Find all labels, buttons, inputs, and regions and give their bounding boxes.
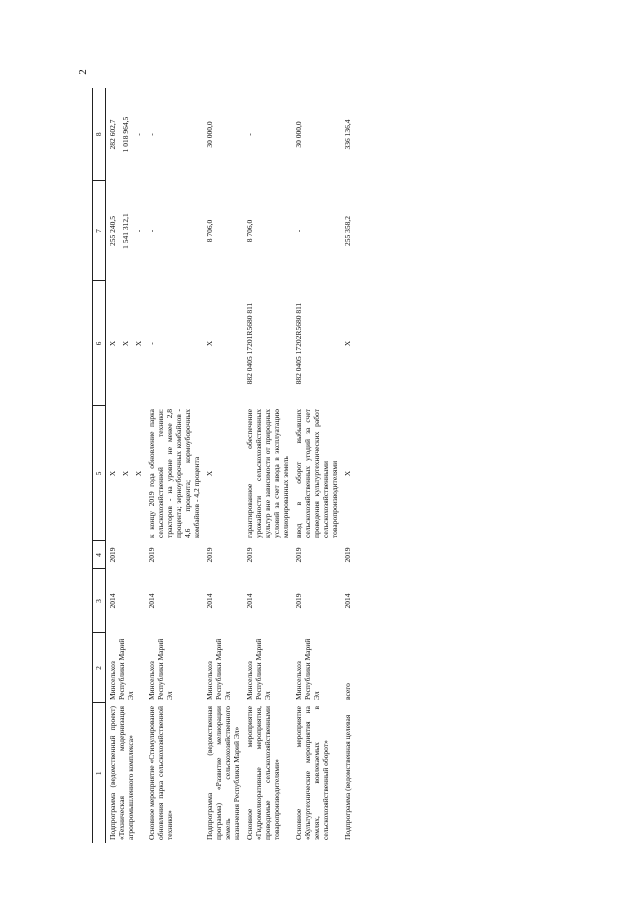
table-row <box>341 88 354 843</box>
header-row <box>93 88 106 843</box>
cell-result: ввод в оборот выбывших сельскохозяйственных угодий за счет проведения культуртехнических работ сельскохозяйственными товаропроизводителями <box>294 409 339 538</box>
cell-code: 882 0405 17202R5680 811 <box>294 302 303 385</box>
cell-result: X <box>121 470 130 477</box>
cell-executor: Минсельхоз Республики Марий Эл <box>108 638 135 700</box>
cell-code: X <box>205 340 214 347</box>
cell-value-7: 255 240,5 <box>108 216 117 246</box>
col-header-6: 6 <box>93 281 106 406</box>
cell-end-year: 2019 <box>294 547 303 563</box>
cell-end-year: 2019 <box>147 547 156 563</box>
cell-executor: Минсельхоз Республики Марий Эл <box>205 638 232 700</box>
cell-value-8: - <box>147 133 156 136</box>
col-header-5: 5 <box>93 406 106 541</box>
cell-value-8: 282 602,7 <box>108 119 117 150</box>
cell-start-year: 2014 <box>245 593 254 609</box>
cell-executor: всего <box>343 683 352 700</box>
cell-result: гарантированное обеспечение урожайности сельскохозяйственных культур вне зависимости от природных условий за счет ввода в эксплуатацию мелиорированных земель <box>245 409 290 538</box>
cell-executor: Минсельхоз Республики Марий Эл <box>245 638 272 700</box>
cell-value-7: 8 706,0 <box>245 219 254 243</box>
cell-value-8: 30 000,0 <box>205 121 214 148</box>
cell-value-8: - <box>245 133 254 136</box>
cell-end-year: 2019 <box>108 547 117 563</box>
cell-result: X <box>205 470 214 477</box>
cell-program-name: Основное мероприятие «Культуртехнические мероприятия на землях, вовлекаемых в сельскохозяйственный оборот» <box>294 706 330 840</box>
cell-value-7: 8 706,0 <box>205 219 214 243</box>
cell-start-year: 2019 <box>294 593 303 609</box>
col-header-1: 1 <box>93 703 106 843</box>
cell-end-year: 2019 <box>245 547 254 563</box>
cell-result: X <box>343 470 352 477</box>
cell-value-8: 1 018 964,5 <box>121 116 130 153</box>
cell-value-7: - <box>147 229 156 233</box>
table-row <box>292 88 341 843</box>
cell-program-name: Подпрограмма (ведомственная программа) «Развитие мелиорации земель сельскохозяйственного назначения Республики Марий Эл» <box>205 706 241 840</box>
cell-executor: Минсельхоз Республики Марий Эл <box>294 638 321 700</box>
cell-start-year: 2014 <box>343 593 352 609</box>
cell-code: X <box>108 340 117 347</box>
cell-value-7: - <box>134 229 143 233</box>
cell-value-8: 336 136,4 <box>343 119 352 150</box>
col-header-3: 3 <box>93 569 106 633</box>
cell-program-name: Подпрограмма (ведомственная целевая <box>343 714 352 840</box>
col-header-4: 4 <box>93 541 106 569</box>
col-header-2: 2 <box>93 633 106 703</box>
cell-program-name: Основное мероприятие «Гидромелиоративные мероприятия, проводимые сельскохозяйственными товаропроизводителями» <box>245 706 281 840</box>
cell-executor: Минсельхоз Республики Марий Эл <box>147 638 174 700</box>
cell-value-8: - <box>134 133 143 136</box>
cell-program-name: Подпрограмма (ведомственный проект) «Техническая модернизация агропромышленного комплекса» <box>108 706 135 840</box>
cell-code: 882 0405 17201R5680 811 <box>245 302 254 385</box>
cell-value-8: 30 000,0 <box>294 121 303 148</box>
cell-start-year: 2014 <box>205 593 214 609</box>
table-row <box>145 88 203 843</box>
cell-result: X <box>108 470 117 477</box>
cell-code: X <box>134 340 143 347</box>
col-header-7: 7 <box>93 181 106 281</box>
cell-program-name: Основное мероприятие «Стимулирование обновления парка сельскохозяйственной техники» <box>147 706 174 840</box>
table-row <box>243 88 292 843</box>
table-row <box>106 88 120 843</box>
cell-code: - <box>147 342 156 345</box>
program-table <box>92 88 354 843</box>
col-header-8: 8 <box>93 88 106 181</box>
cell-end-year: 2019 <box>343 547 352 563</box>
cell-result: X <box>134 470 143 477</box>
cell-end-year: 2019 <box>205 547 214 563</box>
cell-value-7: - <box>294 229 303 233</box>
cell-start-year: 2014 <box>147 593 156 609</box>
cell-start-year: 2014 <box>108 593 117 609</box>
cell-value-7: 255 358,2 <box>343 216 352 246</box>
page-number: 2 <box>76 69 89 75</box>
cell-value-7: 1 541 312,1 <box>121 213 130 249</box>
rotated-table-wrapper <box>92 88 531 843</box>
cell-result: к концу 2019 года обновление парка сельскохозяйственной техники: тракторов - на уровне не менее 2,8 процента; зерноуборочных комбайнов - 4,6 процента; кормоуборочных комбайнов - 4,2 процента <box>147 409 201 538</box>
cell-code: X <box>121 340 130 347</box>
table-row <box>203 88 243 843</box>
cell-code: X <box>343 340 352 347</box>
